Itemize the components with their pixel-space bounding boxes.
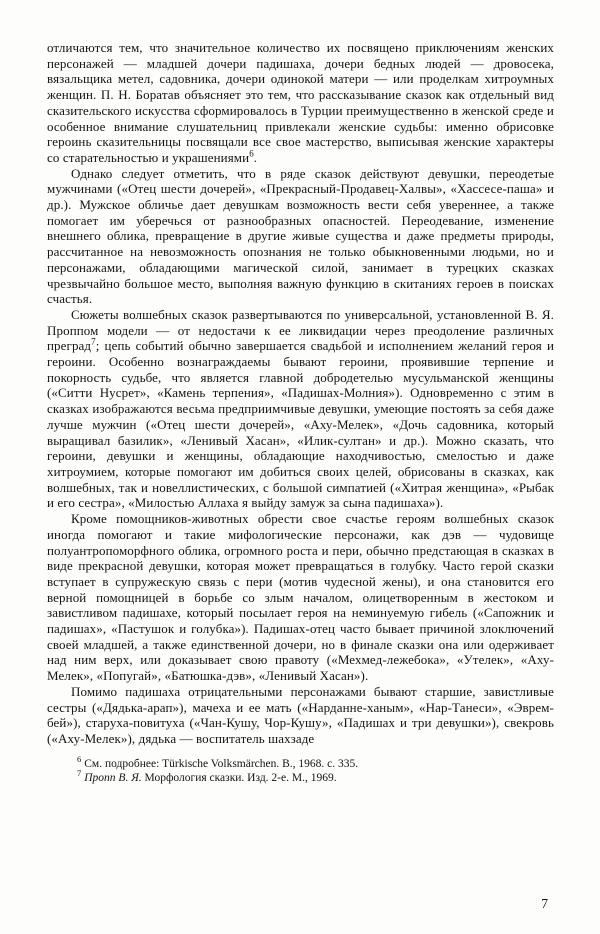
paragraph	[47, 511, 554, 684]
paragraph	[47, 684, 554, 747]
footnote-ref: 6	[249, 148, 254, 159]
text-run: отличаются тем, что значительное количество их посвящено приключениям женских персонажей — младшей дочери падишаха, дочери бедных людей — дровосека, вязальщика метел, садовника, дочери одинокой матери — или проделкам хитроумных женщин. П. Н. Боратав объясняет это тем, что рассказывание сказок как отдельный вид сказительского искусства сформировалось в Турции преимущественно в женской среде и особенное внимание слушательниц привлекали женские судьбы: именно обрисовке героинь сказительницы посвящали все свое мастерство, выписывая женские характеры со старательностью и украшениями	[47, 40, 554, 165]
page-number: 7	[541, 896, 548, 911]
italic-text: Пропп В. Я.	[84, 772, 142, 785]
paragraph	[47, 40, 554, 166]
footnote-marker: 6	[77, 753, 82, 764]
text-run: ; цепь событий обычно завершается свадьбой и исполнением желаний героя и героини. Особенно вознаграждаемы бывают героини, проявившие терпение и покорность судьбе, что является главной добродетелью мусульманской женщины («Ситти Нусрет», «Камень терпения», «Падишах-Молния»). Одновременно с этим в сказках изображаются весьма предприимчивые девушки, умеющие постоять за себя даже лучше мужчин («Отец шести дочерей», «Аху-Мелек», «Дочь садовника, который выращивал базилик», «Ленивый Хасан», «Илик-султан» и др.). Можно сказать, что героини, девушки и женщины, обладающие находчивостью, смелостью и даже хитроумием, которые помогают им добиться своих целей, обрисованы в сказках, как волшебных, так и новеллистических, с большой симпатией («Хитрая женщина», «Рыбак и его сестра», «Милостью Аллаха я выйду замуж за сына падишаха»).	[47, 338, 554, 511]
text-run: Морфология сказки. Изд. 2-е. М., 1969.	[141, 772, 337, 785]
footnote	[47, 768, 554, 786]
footnote-ref: 7	[91, 337, 96, 348]
footnote-marker: 7	[77, 768, 82, 779]
paragraph	[47, 307, 554, 511]
paragraph	[47, 166, 554, 307]
text-run: Кроме помощников-животных обрести свое счастье героям волшебных сказок иногда помогают и такие мифологические персонажи, как дэв — чудовище полуантропоморфного облика, огромного роста и пери, обычно предстающая в сказках в виде прекрасной девушки, которая может превращаться в голубку. Часто герой сказки вступает в супружескую связь с пери (мотив чудесной жены), и она становится его верной помощницей в борьбе со злым началом, олицетворенным в жестоком и завистливом падишахе, который посылает героя на неминуемую гибель («Сапожник и падишах», «Пастушок и голубка»). Падишах-отец часто бывает причиной злоключений своей младшей, а также единственной дочери, но в финале сказки она или одерживает над ним верх, или доказывает свою правоту («Мехмед-лежебока», «Утелек», «Аху-Мелек», «Попугай», «Батюшка-дэв», «Ленивый Хасан»).	[47, 511, 554, 684]
text-run: .	[253, 149, 258, 165]
footnotes	[47, 753, 554, 786]
text-run: Однако следует отметить, что в ряде сказок действуют девушки, переодетые мужчинами («Отец шести дочерей», «Прекрасный-Продавец-Халвы», «Хассесе-паша» и др.). Мужское обличье дает девушкам возможность вести себя увереннее, а также помогает им уберечься от разнообразных опасностей. Переодевание, изменение внешнего облика, превращение в другие живые существа и даже предметы природы, рассчитанное на невозможность опознания не только обыкновенными людьми, но и персонажами, обладающими магической силой, занимает в турецких сказках чрезвычайно большое место, выполняя важную функцию в скитаниях героев в поисках счастья.	[47, 165, 554, 307]
text-block	[47, 40, 554, 747]
text-run: Сюжеты волшебных сказок развертываются по универсальной, установленной В. Я. Проппом модели — от недостачи к ее ликвидации через преодоление различных преград	[47, 306, 554, 354]
text-run: См. подробнее: Türkische Volksmärchen. B., 1968. с. 335.	[84, 757, 359, 770]
text-run: Помимо падишаха отрицательными персонажами бывают старшие, завистливые сестры («Дядька-арап»), мачеха и ее мать («Нарданне-ханым», «Нар-Танеси», «Эврем-бей»), старуха-повитуха («Чан-Кушу, Чор-Кушу», «Падишах и три девушки»), свекровь («Аху-Мелек»), дядька — воспитатель шахзаде	[47, 683, 554, 746]
footnote	[47, 753, 554, 772]
